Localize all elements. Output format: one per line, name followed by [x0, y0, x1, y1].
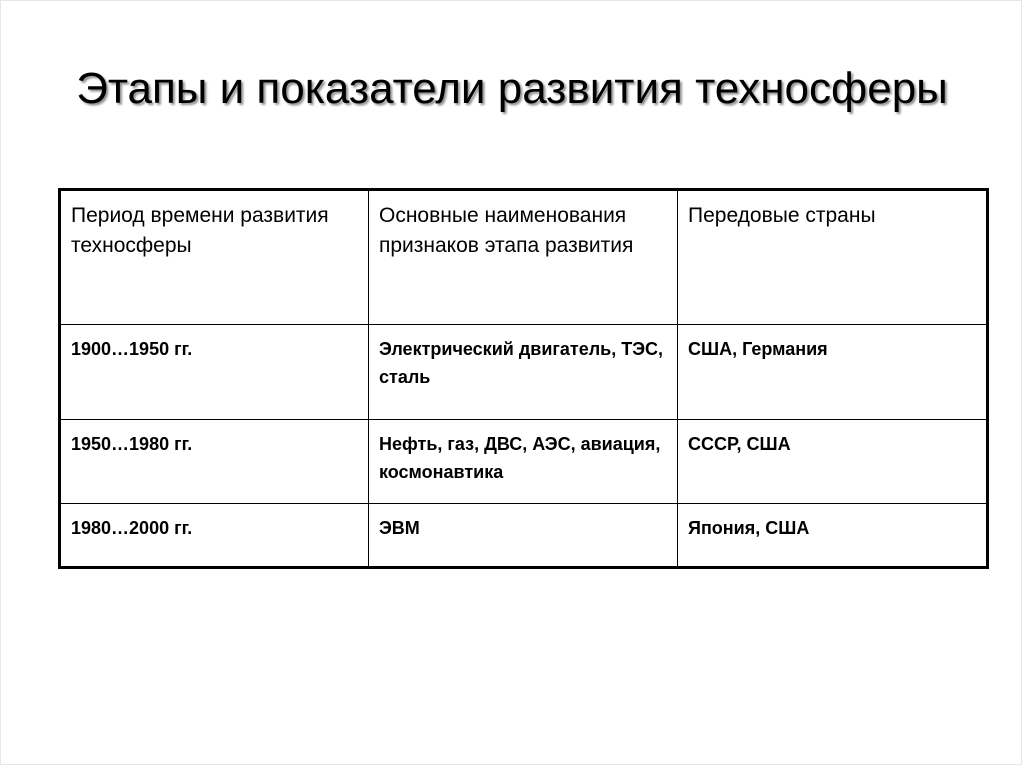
table-row: [60, 325, 988, 420]
table-row: [60, 420, 988, 504]
slide-title: Этапы и показатели развития техносферы: [76, 64, 948, 113]
cell-period: 1980…2000 гг.: [60, 504, 369, 568]
cell-countries: СССР, США: [678, 420, 988, 504]
cell-features: Нефть, газ, ДВС, АЭС, авиация, космонавтика: [369, 420, 678, 504]
header-period: Период времени развития техносферы: [60, 190, 369, 325]
header-features: Основные наименования признаков этапа развития: [369, 190, 678, 325]
cell-features: Электрический двигатель, ТЭС, сталь: [369, 325, 678, 420]
cell-features: ЭВМ: [369, 504, 678, 568]
cell-period: 1900…1950 гг.: [60, 325, 369, 420]
cell-countries: Япония, США: [678, 504, 988, 568]
table-header-row: [60, 190, 988, 325]
cell-countries: США, Германия: [678, 325, 988, 420]
cell-period: 1950…1980 гг.: [60, 420, 369, 504]
stages-table: [58, 188, 989, 569]
header-countries: Передовые страны: [678, 190, 988, 325]
table-row: [60, 504, 988, 568]
